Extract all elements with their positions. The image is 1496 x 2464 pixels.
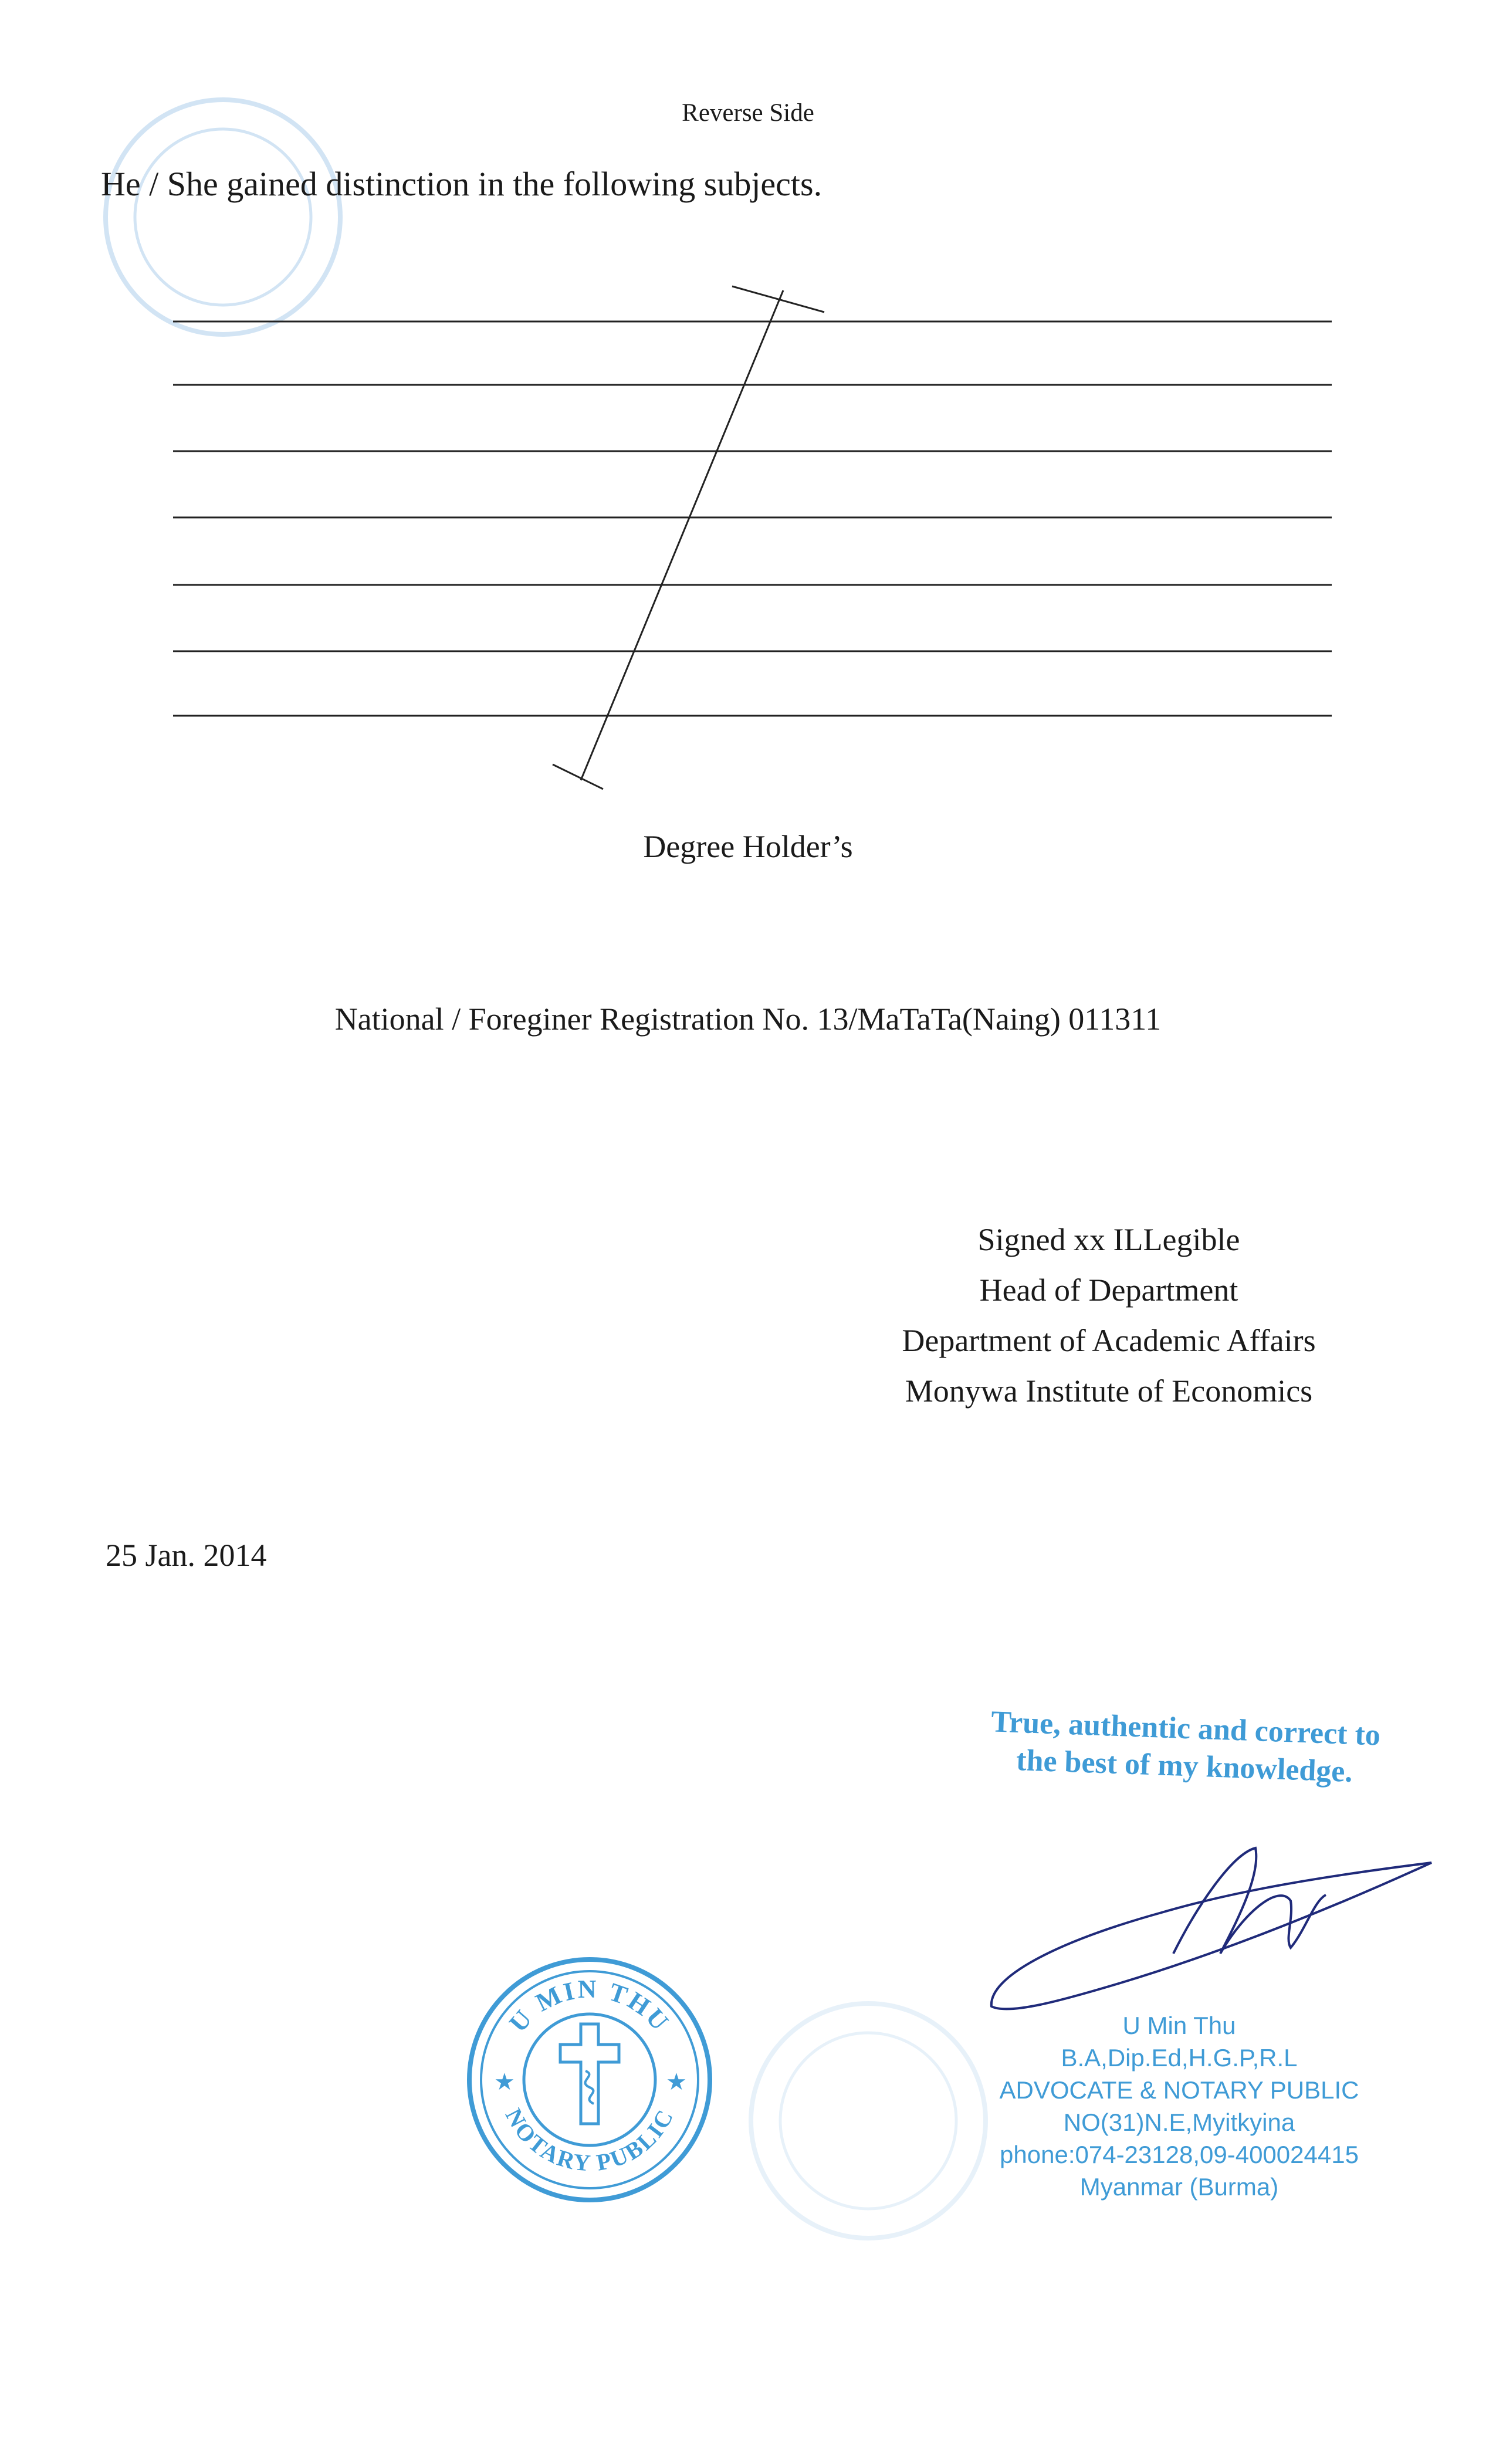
notary-signature	[986, 1830, 1443, 2024]
notary-title: ADVOCATE & NOTARY PUBLIC	[999, 2076, 1359, 2104]
signatory-block	[815, 1214, 1402, 1416]
notary-address: NO(31)N.E,Myitkyina	[1063, 2108, 1295, 2136]
side-label: Reverse Side	[682, 99, 814, 127]
notary-phone: phone:074-23128,09-400024415	[1000, 2141, 1359, 2168]
signed-text: Signed xx ILLegible	[977, 1222, 1240, 1257]
notary-name: U Min Thu	[1122, 2012, 1236, 2039]
distinction-intro: He / She gained distinction in the following subjects.	[101, 165, 823, 203]
notary-country: Myanmar (Burma)	[1079, 2173, 1279, 2201]
signatory-department: Department of Academic Affairs	[902, 1323, 1316, 1358]
notary-seal	[463, 1954, 716, 2206]
signatory-institute: Monywa Institute of Economics	[905, 1373, 1313, 1409]
notary-qualifications: B.A,Dip.Ed,H.G.P,R.L	[1061, 2044, 1298, 2072]
star-icon: ★	[494, 2069, 515, 2096]
registration-number: National / Foreginer Registration No. 13/MaTaTa(Naing) 011311	[334, 1001, 1162, 1037]
notary-note-line-1: True, authentic and correct to	[990, 1705, 1381, 1752]
subject-lines	[0, 0, 1496, 821]
seal-top-text: U MIN THU	[503, 1974, 676, 2038]
seal-bottom-text: NOTARY PUBLIC	[500, 2104, 679, 2177]
svg-text:NOTARY PUBLIC	[500, 2104, 679, 2177]
notary-details	[950, 2009, 1408, 2203]
notary-certification-note	[961, 1703, 1409, 1793]
strike-through-mark	[553, 286, 824, 789]
svg-text:U MIN THU	[503, 1975, 675, 2037]
document-date: 25 Jan. 2014	[106, 1538, 267, 1573]
signatory-title: Head of Department	[979, 1272, 1238, 1308]
notary-note-line-2: the best of my knowledge.	[1016, 1743, 1353, 1789]
star-icon: ★	[666, 2069, 687, 2096]
degree-holder-label: Degree Holder’s	[643, 829, 853, 864]
